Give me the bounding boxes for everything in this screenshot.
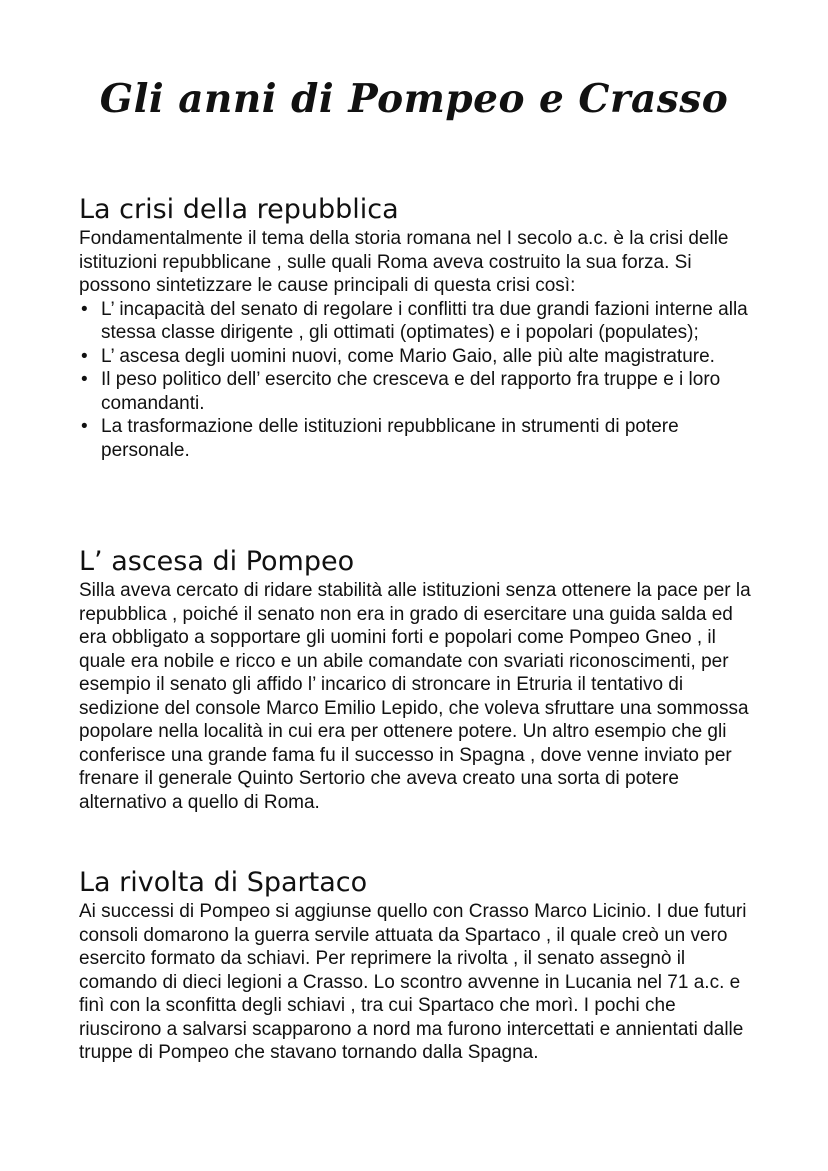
list-item <box>79 415 759 462</box>
list-item <box>79 345 759 369</box>
section-crisi-repubblica <box>79 193 759 462</box>
list-item <box>79 368 759 415</box>
section-heading: L’ ascesa di Pompeo <box>79 546 355 577</box>
page-title: Gli anni di Pompeo e Crasso <box>99 76 729 122</box>
list-item <box>79 298 759 345</box>
section-heading: La rivolta di Spartaco <box>79 867 368 898</box>
bullet-icon: • <box>81 298 88 320</box>
section-rivolta-spartaco <box>79 866 759 1065</box>
list-item-text: L’ ascesa degli uomini nuovi, come Mario Gaio, alle più alte magistrature. <box>101 345 715 367</box>
list-item-text: Il peso politico dell’ esercito che cresceva e del rapporto fra truppe e i loro comandanti. <box>101 369 721 414</box>
section-paragraph: Fondamentalmente il tema della storia romana nel I secolo a.c. è la crisi delle istituzioni repubblicane , sulle quali Roma aveva costruito la sua forza. Si possono sintetizzare le cause principali di questa crisi così: <box>79 228 729 296</box>
section-ascesa-pompeo <box>79 545 759 814</box>
section-heading: La crisi della repubblica <box>79 194 399 225</box>
list-item-text: La trasformazione delle istituzioni repubblicane in strumenti di potere personale. <box>101 416 679 461</box>
bullet-icon: • <box>81 369 88 390</box>
list-item-text: L’ incapacità del senato di regolare i conflitti tra due grandi fazioni interne alla stessa classe dirigente , gli ottimati (optimates) e i popolari (populates); <box>101 298 748 343</box>
bullet-icon: • <box>81 345 88 367</box>
section-paragraph: Ai successi di Pompeo si aggiunse quello con Crasso Marco Licinio. I due futuri consoli domarono la guerra servile attuata da Spartaco , il quale creò un vero esercito formato da schiavi. Per reprimere la rivolta , il senato assegnò il comando di dieci legioni a Crasso. Lo scontro avvenne in Lucania nel 71 a.c. e finì con la sconfitta degli schiavi , tra cui Spartaco che morì. I pochi che riuscirono a salvarsi scapparono a nord ma furono intercettati e annientati dalle truppe di Pompeo che stavano tornando dalla Spagna. <box>79 901 747 1063</box>
causes-list <box>79 298 759 463</box>
bullet-icon: • <box>81 416 88 437</box>
section-paragraph: Silla aveva cercato di ridare stabilità alle istituzioni senza ottenere la pace per la repubblica , poiché il senato non era in grado di esercitare una guida salda ed era obbligato a sopportare gli uomini forti e popolari come Pompeo Gneo , il quale era nobile e ricco e un abile comandate con svariati riconoscimenti, per esempio il senato gli affido l’ incarico di stroncare in Etruria il tentativo di sedizione del console Marco Emilio Lepido, che voleva sfruttare una sommossa popolare nella località in cui era per ottenere potere. Un altro esempio che gli conferisce una grande fama fu il successo in Spagna , dove venne inviato per frenare il generale Quinto Sertorio che aveva creato una sorta di potere alternativo a quello di Roma. <box>79 580 751 813</box>
